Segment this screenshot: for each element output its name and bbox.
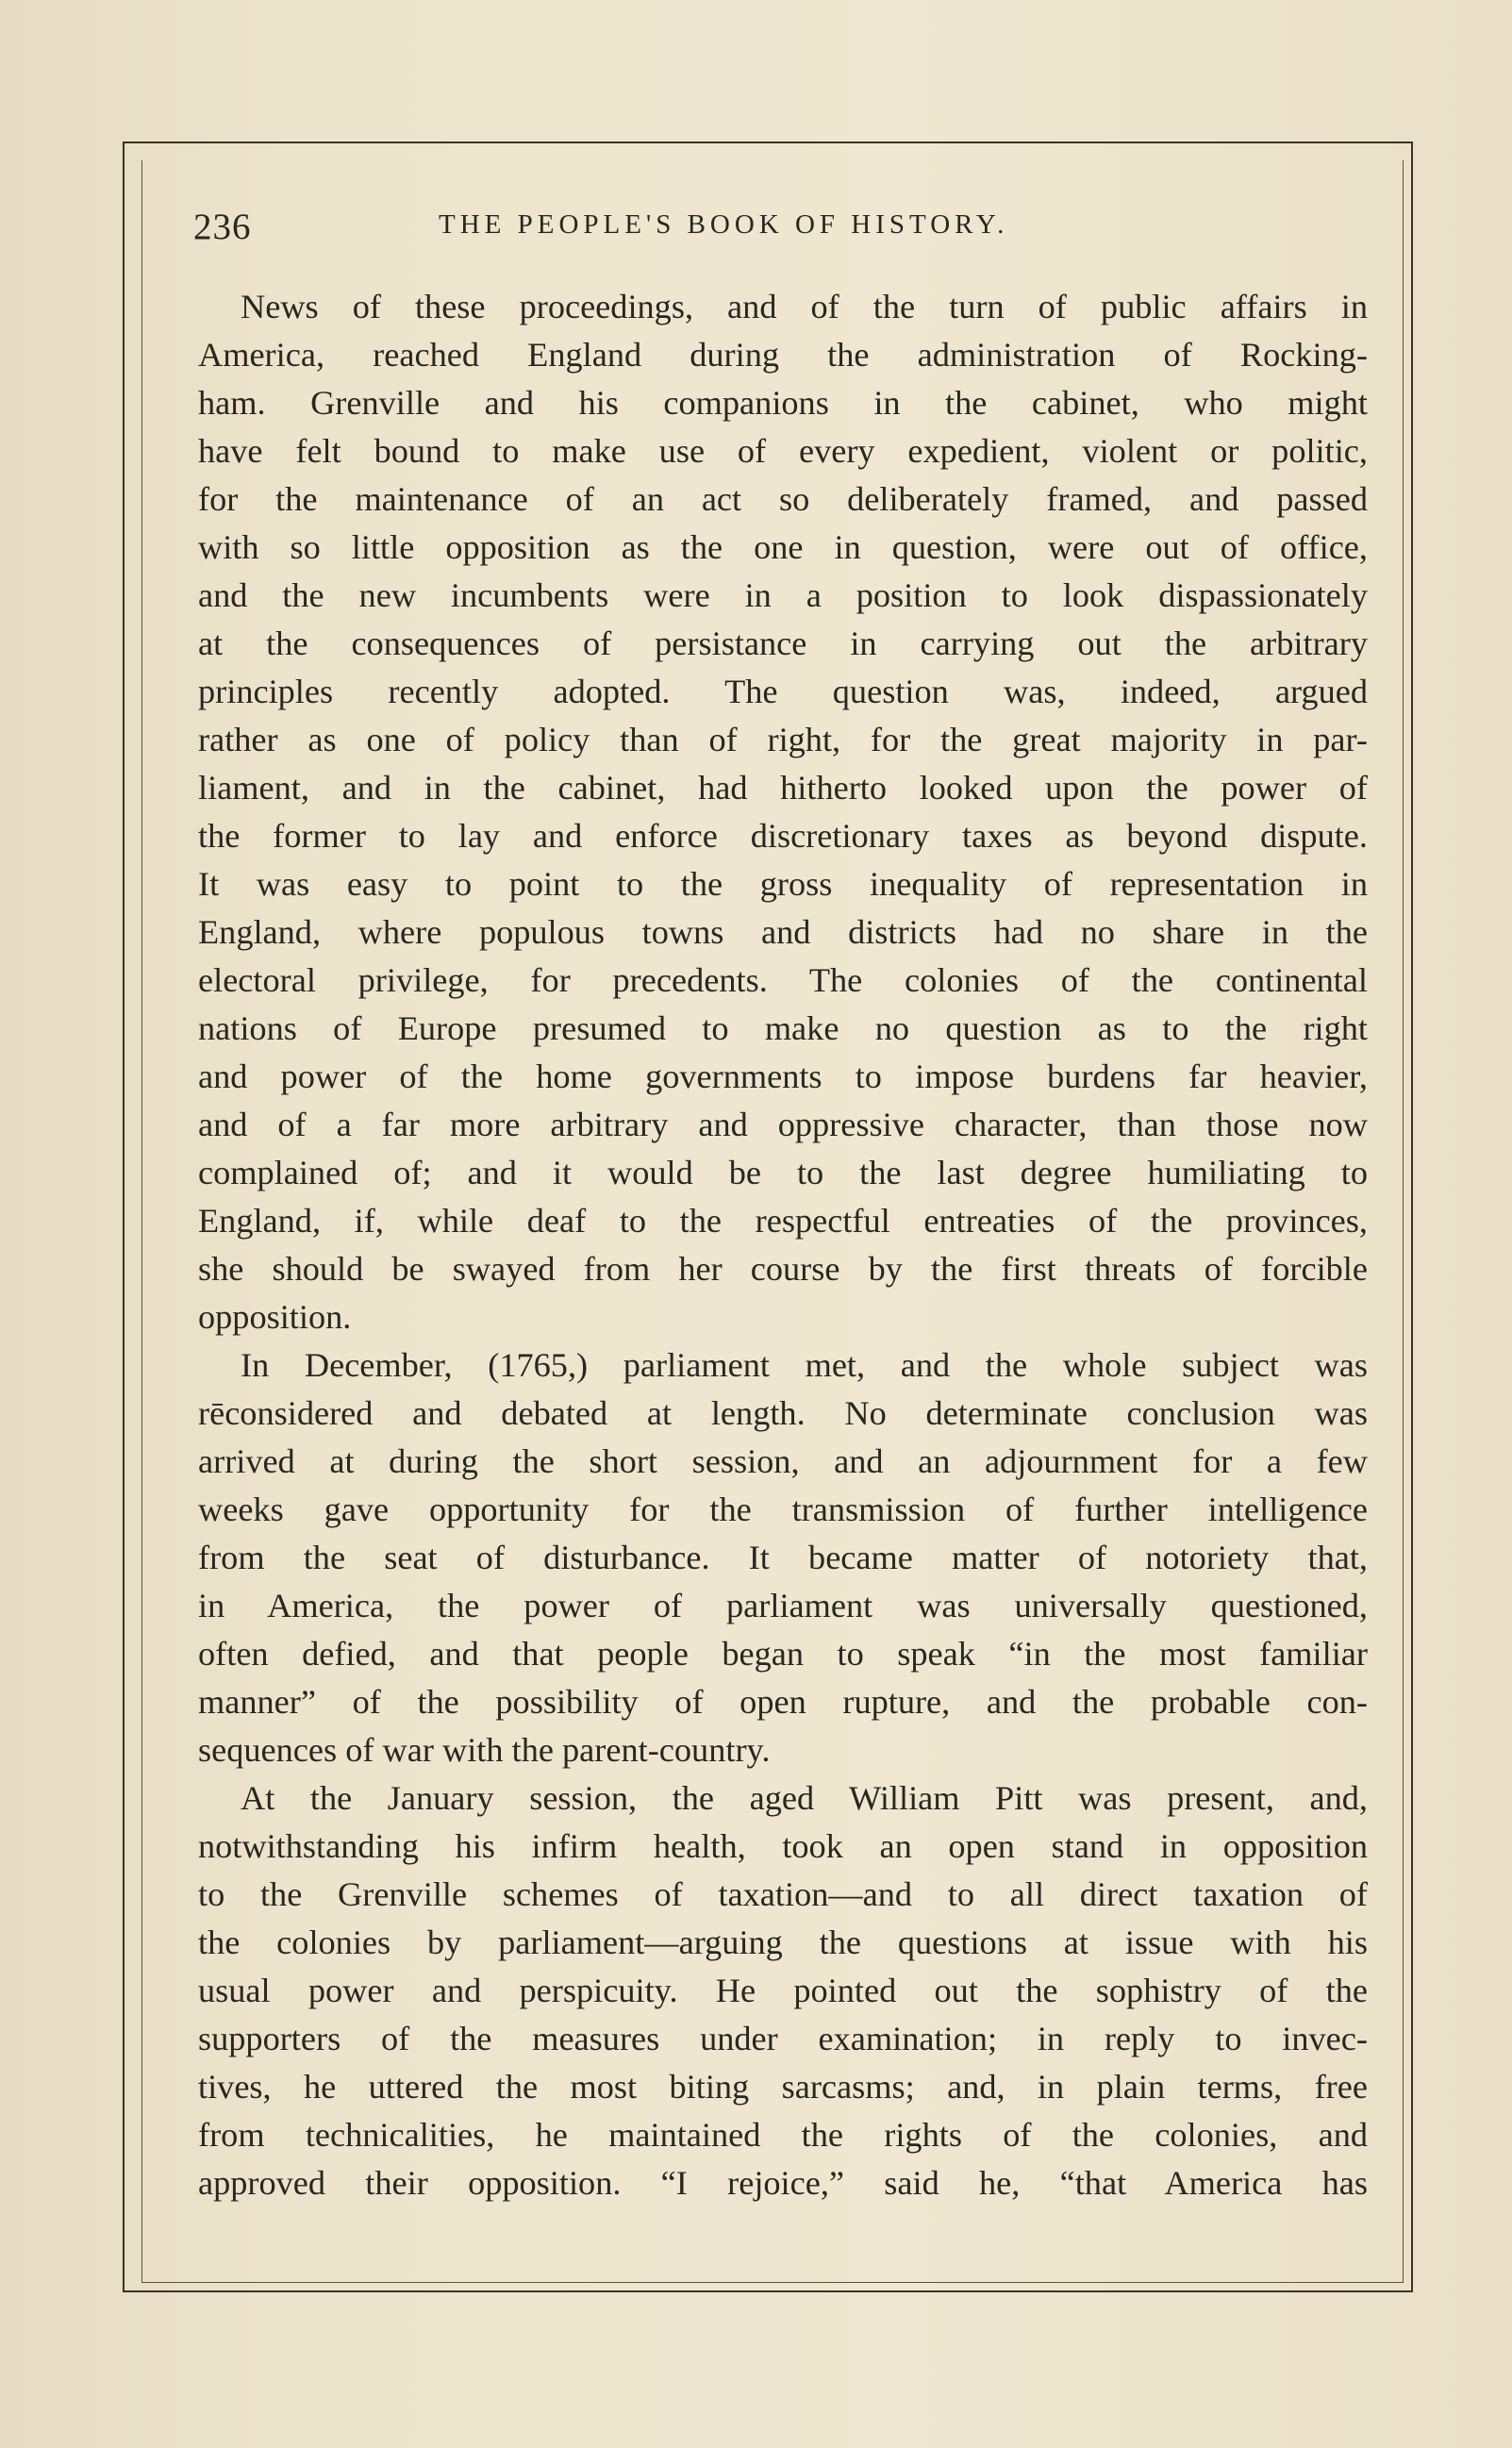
text-line: News of these proceedings, and of the turn of public affairs in bbox=[241, 288, 1368, 325]
text-line: and the new incumbents were in a position to look dispassionately bbox=[198, 576, 1368, 614]
text-line: England, where populous towns and districts had no share in the bbox=[198, 913, 1368, 951]
text-line: at the consequences of persistance in carrying out the arbitrary bbox=[198, 624, 1368, 662]
text-line: supporters of the measures under examination; in reply to invec- bbox=[198, 2020, 1368, 2057]
text-line: the former to lay and enforce discretionary taxes as beyond dispute. bbox=[198, 817, 1368, 855]
text-line: she should be swayed from her course by the first threats of forcible bbox=[198, 1250, 1368, 1288]
text-line: complained of; and it would be to the last degree humiliating to bbox=[198, 1154, 1368, 1191]
text-line: weeks gave opportunity for the transmission of further intelligence bbox=[198, 1490, 1368, 1528]
page-number: 236 bbox=[193, 207, 252, 247]
text-line: and of a far more arbitrary and oppressive character, than those now bbox=[198, 1106, 1368, 1143]
text-line: notwithstanding his infirm health, took an open stand in opposition bbox=[198, 1827, 1368, 1865]
text-line: sequences of war with the parent-country. bbox=[198, 1731, 771, 1769]
text-line: In December, (1765,) parliament met, and the whole subject was bbox=[241, 1346, 1368, 1384]
text-line: England, if, while deaf to the respectful entreaties of the provinces, bbox=[198, 1202, 1368, 1240]
text-line: usual power and perspicuity. He pointed out the sophistry of the bbox=[198, 1972, 1368, 2009]
text-line: electoral privilege, for precedents. The colonies of the continental bbox=[198, 961, 1368, 999]
text-line: rather as one of policy than of right, for the great majority in par- bbox=[198, 721, 1368, 758]
body-text bbox=[198, 283, 1368, 2207]
text-line: with so little opposition as the one in question, were out of office, bbox=[198, 528, 1368, 566]
text-line: It was easy to point to the gross inequality of representation in bbox=[198, 865, 1368, 903]
text-line: have felt bound to make use of every expedient, violent or politic, bbox=[198, 432, 1368, 470]
page-header bbox=[193, 206, 1363, 262]
text-line: principles recently adopted. The question was, indeed, argued bbox=[198, 673, 1368, 710]
text-line: from the seat of disturbance. It became matter of notoriety that, bbox=[198, 1539, 1368, 1576]
text-line: from technicalities, he maintained the rights of the colonies, and bbox=[198, 2116, 1368, 2154]
text-line: rēconsidered and debated at length. No determinate conclusion was bbox=[198, 1394, 1368, 1432]
text-line: and power of the home governments to impose burdens far heavier, bbox=[198, 1057, 1368, 1095]
text-line: the colonies by parliament—arguing the questions at issue with his bbox=[198, 1923, 1368, 1961]
text-line: nations of Europe presumed to make no question as to the right bbox=[198, 1009, 1368, 1047]
text-line: opposition. bbox=[198, 1298, 352, 1336]
text-line: arrived at during the short session, and an adjournment for a few bbox=[198, 1442, 1368, 1480]
running-title: THE PEOPLE'S BOOK OF HISTORY. bbox=[439, 209, 1009, 240]
text-line: to the Grenville schemes of taxation—and to all direct taxation of bbox=[198, 1875, 1368, 1913]
text-line: America, reached England during the administration of Rocking- bbox=[198, 336, 1368, 374]
text-line: liament, and in the cabinet, had hitherto looked upon the power of bbox=[198, 769, 1368, 807]
text-line: for the maintenance of an act so deliberately framed, and passed bbox=[198, 480, 1368, 518]
text-line: approved their opposition. “I rejoice,” said he, “that America has bbox=[198, 2164, 1368, 2202]
text-line: often defied, and that people began to speak “in the most familiar bbox=[198, 1635, 1368, 1673]
text-line: ham. Grenville and his companions in the cabinet, who might bbox=[198, 384, 1368, 422]
text-line: At the January session, the aged William Pitt was present, and, bbox=[241, 1779, 1368, 1817]
text-line: tives, he uttered the most biting sarcasms; and, in plain terms, free bbox=[198, 2068, 1368, 2106]
text-line: manner” of the possibility of open rupture, and the probable con- bbox=[198, 1683, 1368, 1721]
text-line: in America, the power of parliament was universally questioned, bbox=[198, 1587, 1368, 1624]
